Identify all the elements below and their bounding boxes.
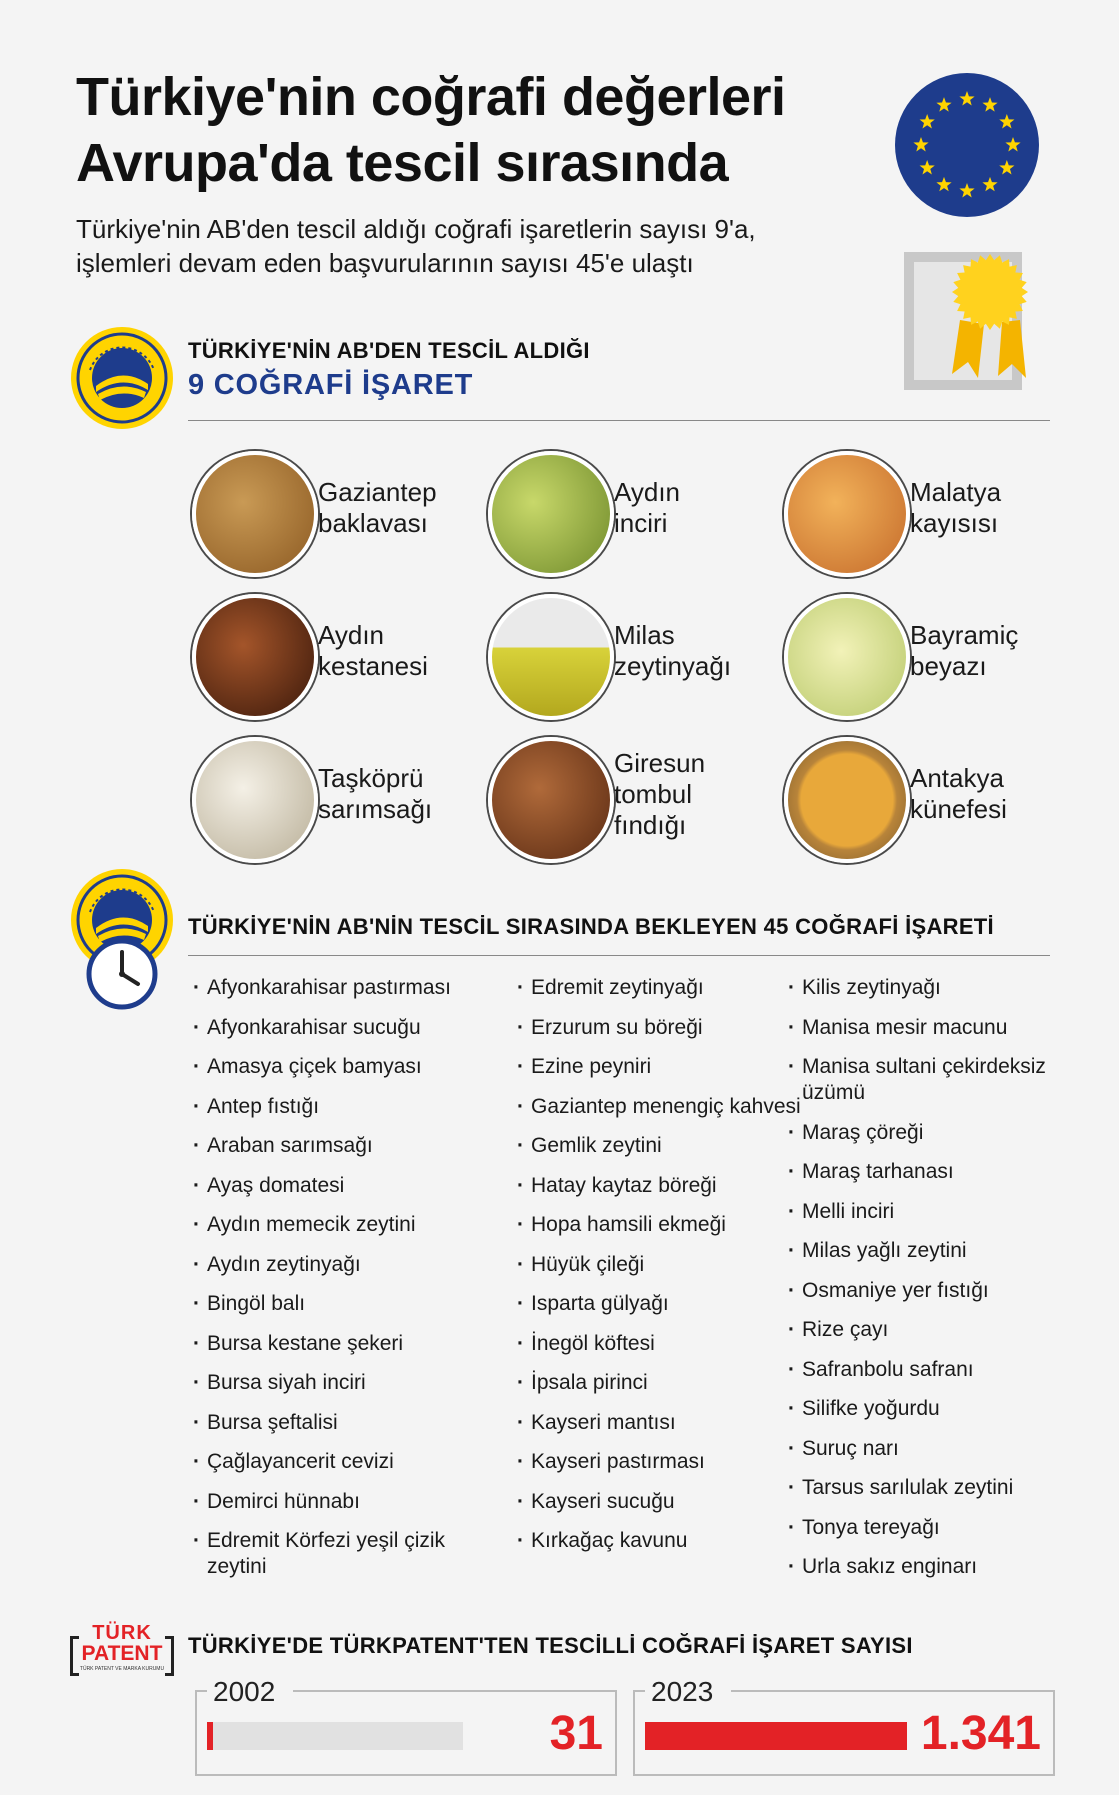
title-line-2: Avrupa'da tescil sırasında: [76, 133, 729, 193]
list-item: · Bursa siyah inciri: [193, 1370, 483, 1396]
stat-bar-track: [207, 1722, 463, 1750]
list-item: · Kayseri pastırması: [517, 1449, 807, 1475]
food-image-bayramic-beyazi: [784, 594, 910, 720]
list-item: · Ayaş domatesi: [193, 1173, 483, 1199]
registered-heading: TÜRKİYE'NİN AB'DEN TESCİL ALDIĞI: [188, 338, 590, 363]
subtitle-line-2: işlemleri devam eden başvurularının sayısı 45'e ulaştı: [76, 248, 694, 278]
stat-bar-fill: [645, 1722, 907, 1750]
list-item: · Çağlayancerit cevizi: [193, 1449, 483, 1475]
food-image-aydin-kestanesi: [192, 594, 318, 720]
list-item: · Ezine peyniri: [517, 1054, 807, 1080]
list-item: · Afyonkarahisar sucuğu: [193, 1015, 483, 1041]
list-item: · Bursa şeftalisi: [193, 1410, 483, 1436]
pending-heading: TÜRKİYE'NİN AB'NİN TESCİL SIRASINDA BEKLEYEN 45 COĞRAFİ İŞARETİ: [188, 914, 994, 939]
list-item: · Tonya tereyağı: [788, 1515, 1078, 1541]
stat-value: 1.341: [920, 1707, 1041, 1760]
stat-value: 31: [549, 1707, 603, 1760]
list-item: · Osmaniye yer fıstığı: [788, 1278, 1078, 1304]
list-item: · Manisa mesir macunu: [788, 1015, 1078, 1041]
list-item: · Araban sarımsağı: [193, 1133, 483, 1159]
list-item: · Kayseri mantısı: [517, 1410, 807, 1436]
list-item: · Safranbolu safranı: [788, 1357, 1078, 1383]
food-label: Milas zeytinyağı: [614, 620, 732, 681]
list-item: · Kırkağaç kavunu: [517, 1528, 807, 1554]
list-item: · Kayseri sucuğu: [517, 1489, 807, 1515]
list-item: · Hatay kaytaz böreği: [517, 1173, 807, 1199]
pgi-seal-icon: [70, 326, 174, 430]
food-image-giresun-tombul-findigi: [488, 737, 614, 863]
list-item: · Gaziantep menengiç kahvesi: [517, 1094, 807, 1120]
food-label: Bayramiç beyazı: [910, 620, 1019, 681]
list-item: · Rize çayı: [788, 1317, 1078, 1343]
food-image-antakya-kunefesi: [784, 737, 910, 863]
food-image-aydin-inciri: [488, 451, 614, 577]
food-label: Taşköprü sarımsağı: [318, 763, 433, 824]
list-item: · Edremit Körfezi yeşil çizik zeytini: [193, 1528, 483, 1580]
list-item: · Maraş tarhanası: [788, 1159, 1078, 1185]
registered-subheading: 9 COĞRAFİ İŞARET: [188, 369, 474, 401]
list-item: · İpsala pirinci: [517, 1370, 807, 1396]
food-label: Gaziantep baklavası: [318, 477, 437, 538]
food-label: Antakya künefesi: [910, 763, 1007, 824]
food-image-gaziantep-baklavasi: [192, 451, 318, 577]
pending-list-col-2: [517, 975, 807, 1568]
food-label: Aydın kestanesi: [318, 620, 428, 681]
list-item: · İnegöl köftesi: [517, 1331, 807, 1357]
list-item: · Suruç narı: [788, 1436, 1078, 1462]
page-title: [76, 64, 876, 196]
stat-year: 2023: [645, 1676, 719, 1708]
list-item: · Antep fıstığı: [193, 1094, 483, 1120]
food-label: Malatya kayısısı: [910, 477, 1002, 538]
list-item: · Tarsus sarılulak zeytini: [788, 1475, 1078, 1501]
list-item: · Manisa sultani çekirdeksiz üzümü: [788, 1054, 1078, 1106]
list-item: · Demirci hünnabı: [193, 1489, 483, 1515]
divider: [188, 955, 1050, 956]
list-item: · Erzurum su böreği: [517, 1015, 807, 1041]
stat-year: 2002: [207, 1676, 281, 1708]
stat-bar-fill: [207, 1722, 213, 1750]
clock-icon: [86, 938, 158, 1010]
list-item: · Gemlik zeytini: [517, 1133, 807, 1159]
list-item: · Hüyük çileği: [517, 1252, 807, 1278]
title-line-1: Türkiye'nin coğrafi değerleri: [76, 67, 786, 127]
list-item: · Aydın memecik zeytini: [193, 1212, 483, 1238]
list-item: · Amasya çiçek bamyası: [193, 1054, 483, 1080]
list-item: · Bingöl balı: [193, 1291, 483, 1317]
list-item: · Isparta gülyağı: [517, 1291, 807, 1317]
food-label: Giresun tombul fındığı: [614, 748, 706, 840]
list-item: · Afyonkarahisar pastırması: [193, 975, 483, 1001]
stat-box-2002: [195, 1676, 617, 1776]
divider: [188, 420, 1050, 421]
list-item: · Edremit zeytinyağı: [517, 975, 807, 1001]
list-item: · Hopa hamsili ekmeği: [517, 1212, 807, 1238]
certificate-icon: [902, 234, 1052, 394]
list-item: · Maraş çöreği: [788, 1120, 1078, 1146]
food-label: Aydın inciri: [614, 477, 681, 538]
eu-flag-icon: [894, 72, 1040, 218]
turkpatent-heading: TÜRKİYE'DE TÜRKPATENT'TEN TESCİLLİ COĞRAFİ İŞARET SAYISI: [188, 1633, 913, 1658]
list-item: · Aydın zeytinyağı: [193, 1252, 483, 1278]
turkpatent-logo: TÜRK PATENT TÜRK PATENT VE MARKA KURUMU: [70, 1622, 174, 1680]
page-subtitle: [76, 212, 856, 280]
food-image-taskopru-sarimsagi: [192, 737, 318, 863]
food-image-malatya-kayisisi: [784, 451, 910, 577]
list-item: · Kilis zeytinyağı: [788, 975, 1078, 1001]
pending-list-col-1: [193, 975, 483, 1594]
stat-box-2023: [633, 1676, 1055, 1776]
subtitle-line-1: Türkiye'nin AB'den tescil aldığı coğrafi işaretlerin sayısı 9'a,: [76, 214, 756, 244]
list-item: · Melli inciri: [788, 1199, 1078, 1225]
list-item: · Milas yağlı zeytini: [788, 1238, 1078, 1264]
list-item: · Urla sakız enginarı: [788, 1554, 1078, 1580]
food-image-milas-zeytinyagi: [488, 594, 614, 720]
list-item: · Bursa kestane şekeri: [193, 1331, 483, 1357]
pending-list-col-3: [788, 975, 1078, 1594]
list-item: · Silifke yoğurdu: [788, 1396, 1078, 1422]
